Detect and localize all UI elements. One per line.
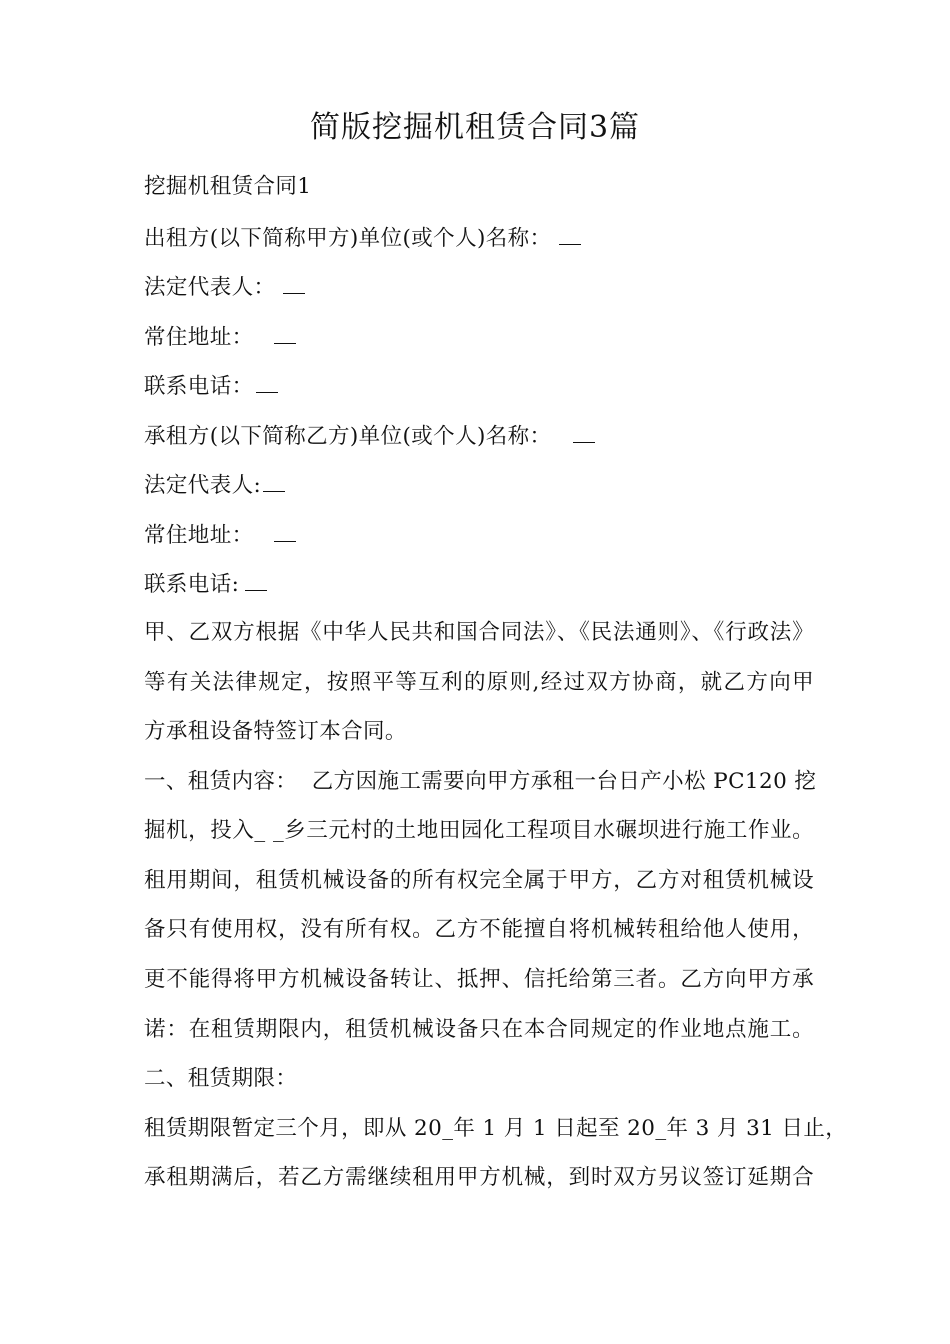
lessee-phone-line — [144, 568, 814, 600]
lessee-address-line — [144, 519, 814, 551]
paragraph-line: 方承租设备特签订本合同。 — [144, 719, 407, 744]
lessor-address-line — [144, 321, 814, 353]
lessor-address-label: 常住地址： — [144, 325, 254, 350]
document-title: 简版挖掘机租赁合同3篇 — [309, 110, 641, 145]
lessee-legal-rep-line — [144, 469, 814, 501]
lessor-phone-blank — [256, 370, 278, 393]
lessor-legal-rep-blank — [283, 271, 305, 294]
lessee-address-blank — [274, 519, 296, 542]
lessor-name-line — [144, 222, 814, 254]
lessee-legal-rep-label: 法定代表人: — [144, 473, 262, 498]
contract-subtitle: 挖掘机租赁合同1 — [144, 174, 312, 199]
lessor-legal-rep-line — [144, 271, 814, 303]
section-heading: 二、租赁期限： — [144, 1066, 298, 1091]
lessee-phone-blank — [245, 568, 267, 591]
lessor-legal-rep-label: 法定代表人： — [144, 275, 276, 300]
paragraph-line: 租用期间，租赁机械设备的所有权完全属于甲方，乙方对租赁机械设 — [144, 868, 814, 893]
paragraph-line: 甲、乙双方根据《中华人民共和国合同法》、《民法通则》、《行政法》 — [144, 620, 814, 645]
paragraph-line: 备只有使用权，没有所有权。乙方不能擅自将机械转租给他人使用， — [144, 917, 814, 942]
lessor-phone-label: 联系电话： — [144, 374, 254, 399]
paragraph-line: 一、租赁内容： 乙方因施工需要向甲方承租一台日产小松 PC120 挖 — [144, 769, 817, 794]
paragraph-line: 承租期满后，若乙方需继续租用甲方机械，到时双方另议签订延期合 — [144, 1165, 814, 1190]
paragraph-line: 等有关法律规定，按照平等互利的原则,经过双方协商，就乙方向甲 — [144, 670, 814, 695]
lessee-legal-rep-blank — [263, 469, 285, 492]
paragraph-line: 租赁期限暂定三个月，即从 20_年 1 月 1 日起至 20_年 3 月 31 日止， — [144, 1116, 848, 1141]
lessee-name-blank — [573, 420, 595, 443]
paragraph-line: 诺：在租赁期限内，租赁机械设备只在本合同规定的作业地点施工。 — [144, 1017, 814, 1042]
lessor-name-blank — [559, 222, 581, 245]
lessor-address-blank — [274, 321, 296, 344]
lessor-phone-line — [144, 370, 814, 402]
lessee-address-label: 常住地址： — [144, 523, 254, 548]
lessee-name-line — [144, 420, 814, 452]
lessee-phone-label: 联系电话: — [144, 572, 240, 597]
lessor-name-label: 出租方(以下简称甲方)单位(或个人)名称： — [144, 226, 552, 251]
lessee-name-label: 承租方(以下简称乙方)单位(或个人)名称： — [144, 424, 552, 449]
paragraph-line: 掘机，投入_ _乡三元村的土地田园化工程项目水碾坝进行施工作业。 — [144, 818, 814, 843]
paragraph-line: 更不能得将甲方机械设备转让、抵押、信托给第三者。乙方向甲方承 — [144, 967, 814, 992]
